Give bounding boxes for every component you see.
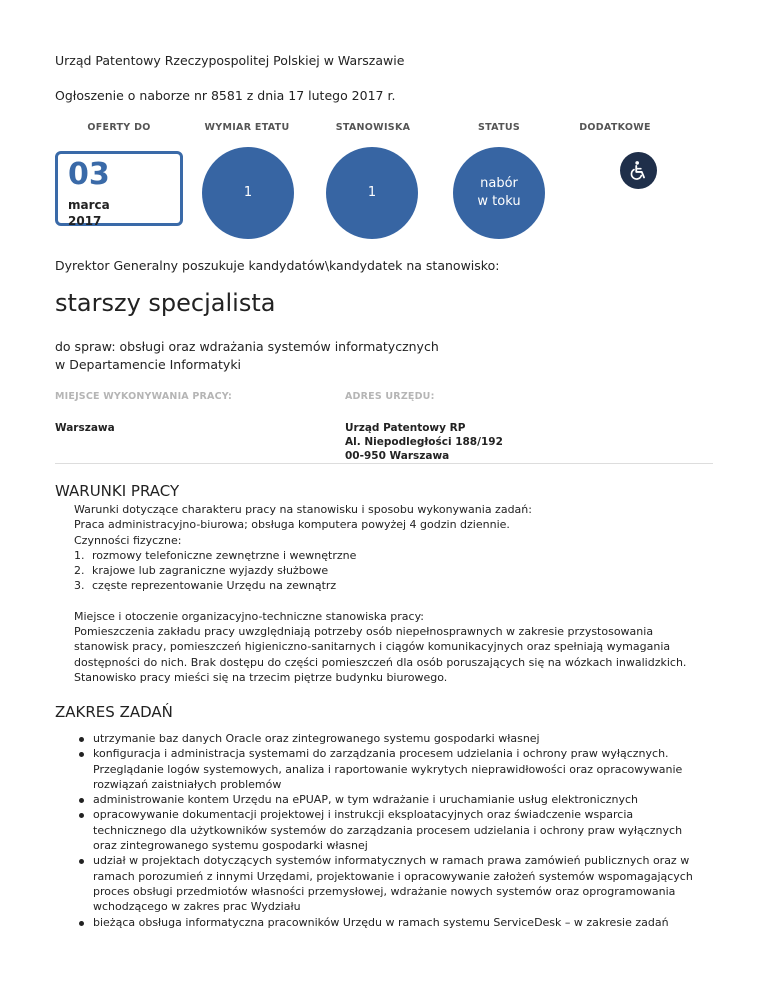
address-line-2: Al. Niepodległości 188/192: [345, 436, 503, 448]
conditions-list-item: 1. rozmowy telefoniczne zewnętrzne i wewnętrzne: [74, 548, 357, 562]
list-item: bieżąca obsługa informatyczna pracowników Urzędu w ramach systemu ServiceDesk – w zakresie zadań: [74, 915, 734, 930]
col-work-time: WYMIAR ETATU: [204, 122, 290, 133]
col-additional: DODATKOWE: [579, 122, 651, 133]
deadline-month: marca: [68, 198, 110, 212]
conditions-list-item: 3. częste reprezentowanie Urzędu na zewnątrz: [74, 579, 337, 593]
col-status: STATUS: [477, 122, 521, 133]
tasks-list: [74, 731, 734, 930]
job-subtitle: [55, 338, 439, 374]
list-item: utrzymanie baz danych Oracle oraz zintegrowanego systemu gospodarki własnej: [74, 731, 734, 746]
announcement-number: Ogłoszenie o naborze nr 8581 z dnia 17 lutego 2017 r.: [55, 88, 396, 103]
conditions-list-item: 2. krajowe lub zagraniczne wyjazdy służbowe: [74, 564, 329, 578]
col-positions: STANOWISKA: [335, 122, 411, 133]
address-label: ADRES URZĘDU:: [345, 391, 435, 402]
conditions-p2: Praca administracyjno-biurowa; obsługa komputera powyżej 4 godzin dziennie.: [74, 518, 510, 532]
conditions-p5: Pomieszczenia zakładu pracy uwzględniają potrzeby osób niepełnosprawnych w zakresie przystosowania stanowisk pracy, pomieszczeń higieniczno-sanitarnych i ciągów komunikacyjnych oraz spełniają wymagania dostępności do nich. Brak dostępu do części pomieszczeń dla osób poruszających się na wózkach inwalidzkich. Stanowisko pracy mieści się na trzecim piętrze budynku biurowego.: [74, 625, 687, 684]
deadline-year: 2017: [68, 214, 102, 228]
conditions-p4: Miejsce i otoczenie organizacyjno-techniczne stanowiska pracy:: [74, 609, 425, 623]
status-line-2: w toku: [477, 194, 521, 209]
conditions-p3: Czynności fizyczne:: [74, 533, 182, 547]
status-value: [477, 175, 520, 211]
place-label: MIEJSCE WYKONYWANIA PRACY:: [55, 391, 233, 402]
place-value: Warszawa: [55, 422, 115, 434]
address-line-1: Urząd Patentowy RP: [345, 422, 466, 434]
address-line-3: 00-950 Warszawa: [345, 450, 450, 462]
list-item: udział w projektach dotyczących systemów informatycznych w ramach prawa zamówień publicznych oraz w ramach porozumień z innymi Urzędami, projektowanie i opracowywanie założeń systemów wspomagających proces obsługi przedmiotów własności przemysłowej, wdrażanie nowych systemów oraz oprogramowania wchodzącego w zakres prac Wydziału: [74, 853, 734, 914]
deadline-box: [55, 151, 183, 226]
wheelchair-icon: [620, 152, 657, 189]
divider: [55, 463, 713, 464]
tasks-body: [74, 731, 734, 930]
work-time-circle: [202, 147, 294, 239]
list-item: administrowanie kontem Urzędu na ePUAP, w tym wdrażanie i uruchamianie usług elektronicznych: [74, 792, 734, 807]
status-line-1: nabór: [480, 176, 518, 191]
status-circle: [453, 147, 545, 239]
positions-value: 1: [367, 185, 377, 200]
positions-circle: [326, 147, 418, 239]
deadline-day: 03: [68, 157, 110, 192]
conditions-p1: Warunki dotyczące charakteru pracy na stanowisku i sposobu wykonywania zadań:: [74, 503, 532, 516]
list-item: konfiguracja i administracja systemami do zarządzania procesem udzielania i ochrony praw wyłącznych. Przeglądanie logów systemowych, analiza i raportowanie wykrytych nieprawidłowości oraz opracowywanie rozwiązań zaistniałych problemów: [74, 746, 734, 792]
subtitle-line-2: w Departamencie Informatyki: [55, 357, 242, 372]
wheelchair-icon-glyph: [628, 160, 650, 182]
subtitle-line-1: do spraw: obsługi oraz wdrażania systemów informatycznych: [55, 339, 439, 354]
work-time-value: 1: [243, 185, 253, 200]
conditions-body: [74, 502, 734, 685]
conditions-heading: WARUNKI PRACY: [55, 482, 180, 500]
deadline-month-year: [68, 197, 110, 229]
intro-text: Dyrektor Generalny poszukuje kandydatów\kandydatek na stanowisko:: [55, 258, 500, 273]
col-offers-until: OFERTY DO: [87, 122, 151, 133]
tasks-heading: ZAKRES ZADAŃ: [55, 703, 173, 721]
list-item: opracowywanie dokumentacji projektowej i instrukcji eksploatacyjnych oraz świadczenie wsparcia technicznego dla użytkowników systemów do zarządzania procesem udzielania i ochrony praw wyłącznych oraz zintegrowanego systemu gospodarki własnej: [74, 807, 734, 853]
job-title: starszy specjalista: [55, 289, 276, 317]
office-name: Urząd Patentowy Rzeczypospolitej Polskiej w Warszawie: [55, 53, 405, 68]
address-value: [345, 421, 503, 463]
